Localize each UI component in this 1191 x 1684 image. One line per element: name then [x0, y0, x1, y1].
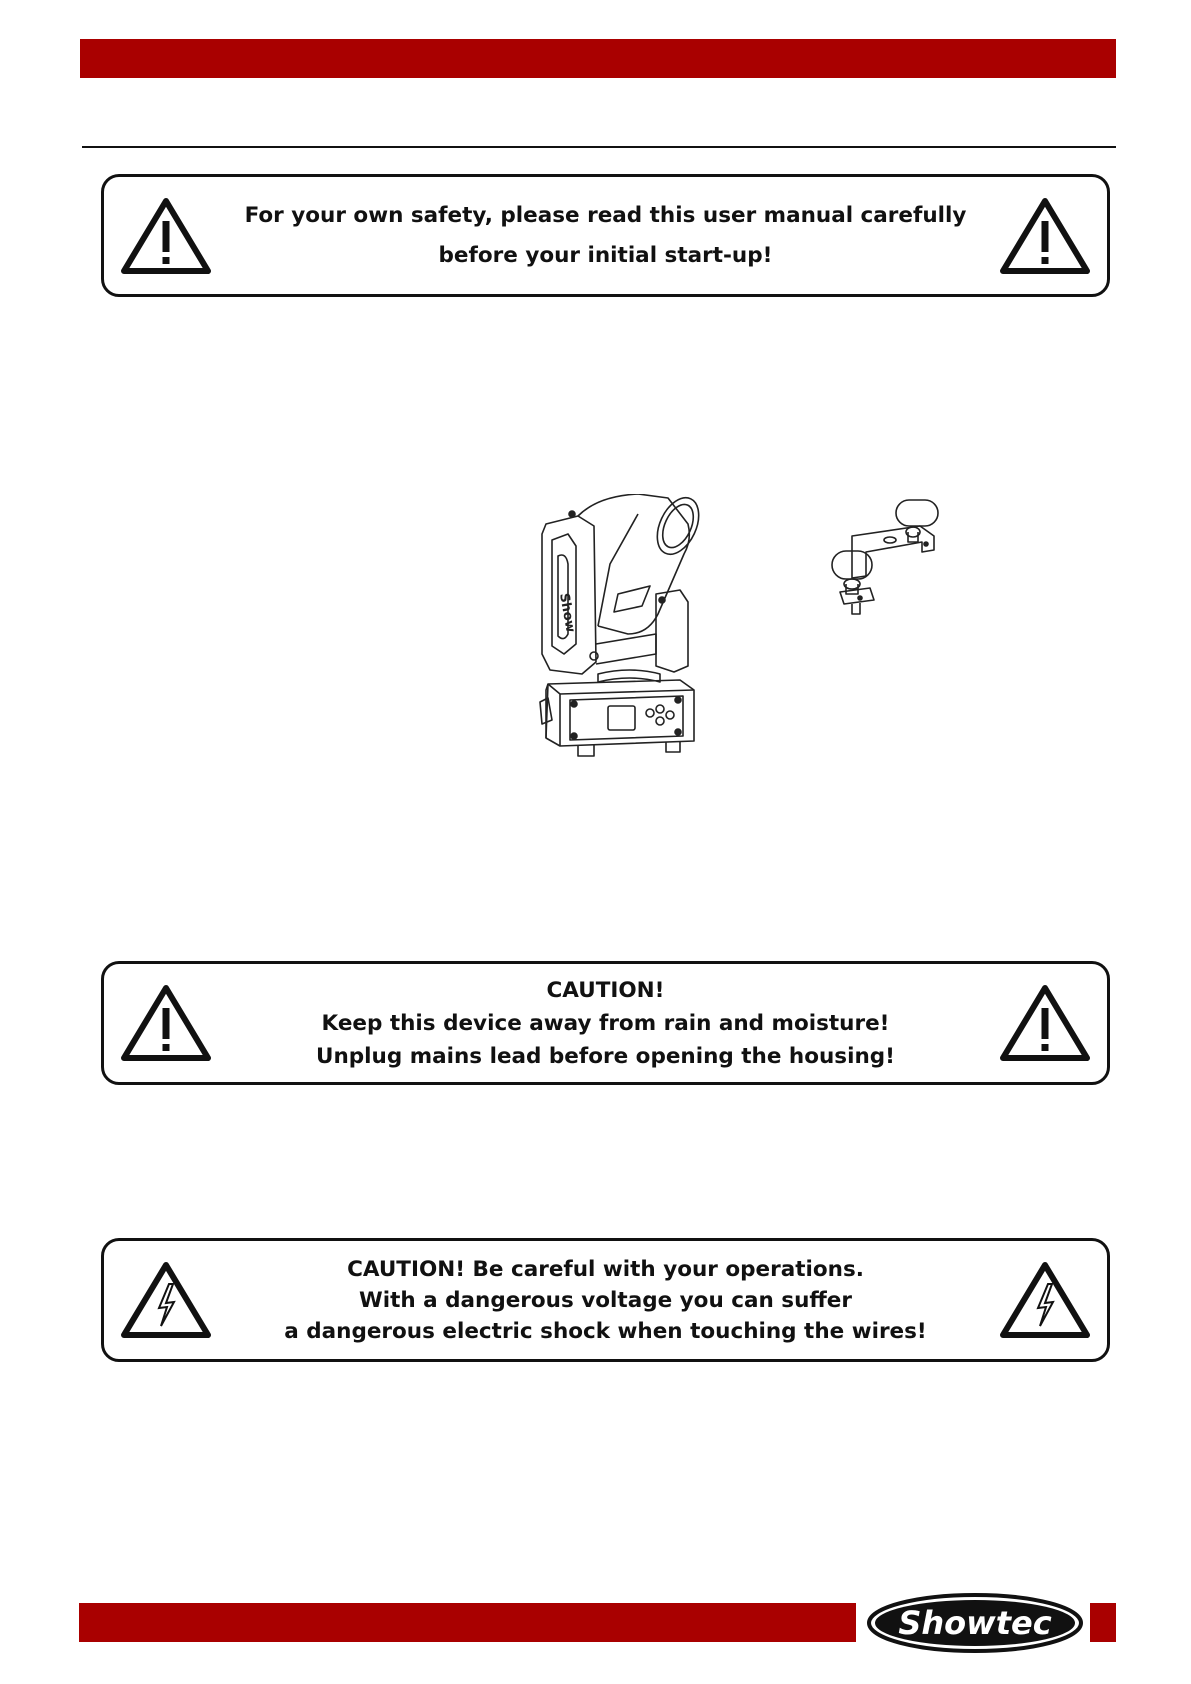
caution-heading: CAUTION!: [546, 977, 665, 1003]
footer-bar: [79, 1603, 856, 1642]
footer-bar-end: [1090, 1603, 1116, 1642]
voltage-warning-line-2: With a dangerous voltage you can suffer: [358, 1287, 852, 1313]
svg-text:Showtec: Showtec: [898, 1604, 1052, 1642]
warning-exclamation-icon: [119, 196, 213, 276]
caution-unplug-line: Unplug mains lead before opening the housing!: [316, 1043, 895, 1069]
voltage-warning-line-3: a dangerous electric shock when touching the wires!: [284, 1318, 927, 1344]
high-voltage-icon: [119, 1260, 213, 1340]
safety-warning-line-2: before your initial start-up!: [438, 242, 773, 268]
warning-exclamation-icon: [998, 983, 1092, 1063]
safety-warning-box: [101, 174, 1110, 297]
caution-moisture-line: Keep this device away from rain and moisture!: [321, 1010, 890, 1036]
moving-head-illustration: [538, 494, 730, 760]
safety-warning-line-1: For your own safety, please read this user manual carefully: [244, 202, 967, 228]
high-voltage-icon: [998, 1260, 1092, 1340]
omega-bracket-illustration: [830, 496, 945, 621]
header-bar: [80, 39, 1116, 78]
showtec-logo: [866, 1592, 1084, 1654]
voltage-warning-line-1: CAUTION! Be careful with your operations.: [347, 1256, 864, 1282]
header-rule: [82, 146, 1116, 148]
caution-voltage-box: [101, 1238, 1110, 1362]
caution-moisture-box: [101, 961, 1110, 1085]
warning-exclamation-icon: [119, 983, 213, 1063]
warning-exclamation-icon: [998, 196, 1092, 276]
svg-text:Show: Show: [556, 592, 578, 634]
